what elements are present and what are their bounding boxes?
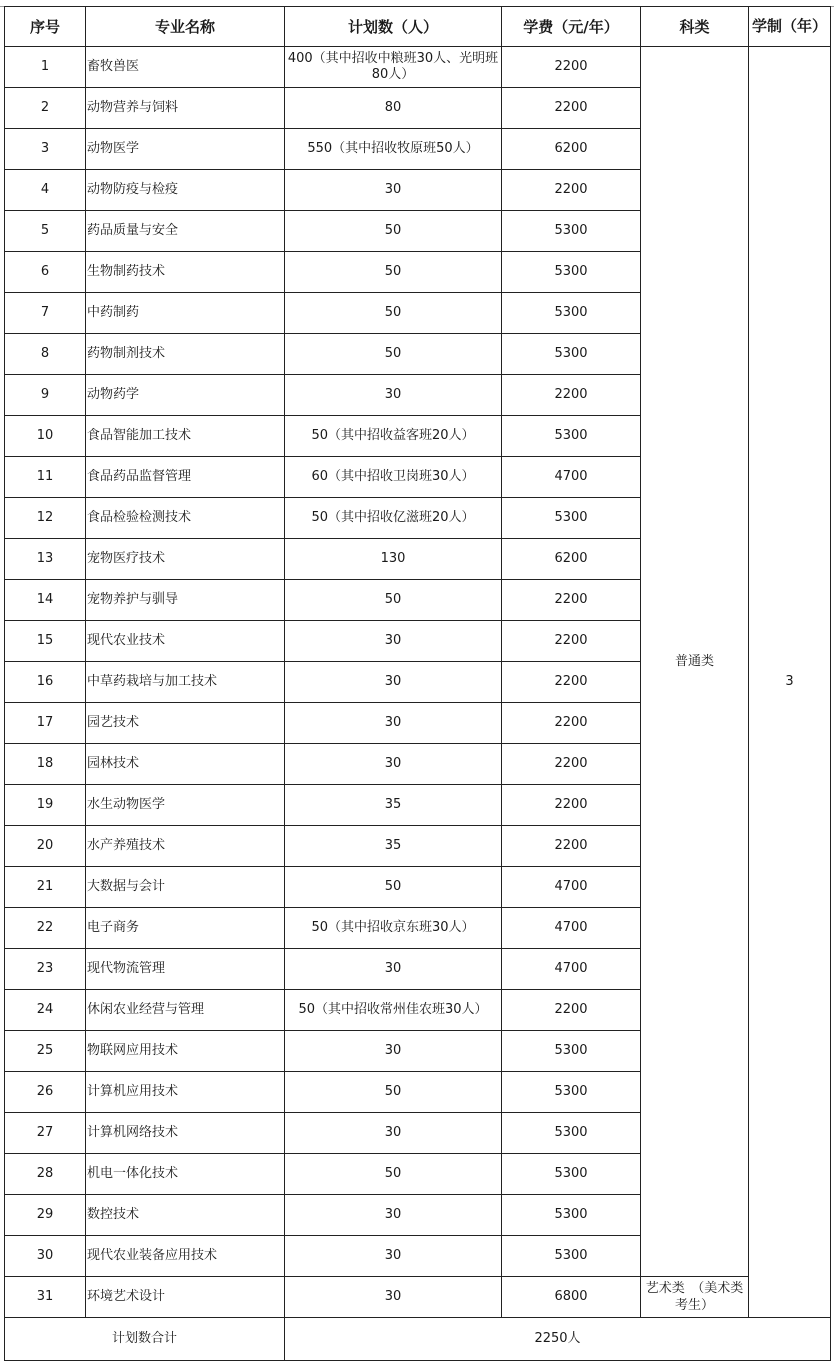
row-plan: 30 <box>285 1031 502 1072</box>
row-plan: 50（其中招收京东班30人） <box>285 908 502 949</box>
row-major: 药物制剂技术 <box>86 334 285 375</box>
row-no: 31 <box>5 1277 86 1318</box>
row-fee: 2200 <box>502 990 641 1031</box>
row-no: 9 <box>5 375 86 416</box>
row-fee: 5300 <box>502 1195 641 1236</box>
row-fee: 2200 <box>502 375 641 416</box>
row-fee: 5300 <box>502 1072 641 1113</box>
header-fee: 学费（元/年） <box>502 7 641 47</box>
row-no: 14 <box>5 580 86 621</box>
row-major: 食品药品监督管理 <box>86 457 285 498</box>
row-no: 26 <box>5 1072 86 1113</box>
row-plan: 30 <box>285 1113 502 1154</box>
row-plan: 50 <box>285 580 502 621</box>
row-plan: 80 <box>285 88 502 129</box>
row-plan: 50 <box>285 867 502 908</box>
row-no: 2 <box>5 88 86 129</box>
row-plan: 30 <box>285 1195 502 1236</box>
row-no: 28 <box>5 1154 86 1195</box>
row-major: 园艺技术 <box>86 703 285 744</box>
row-fee: 5300 <box>502 211 641 252</box>
row-fee: 2200 <box>502 826 641 867</box>
row-no: 8 <box>5 334 86 375</box>
table-row <box>5 47 831 88</box>
row-plan: 50 <box>285 252 502 293</box>
row-plan: 30 <box>285 662 502 703</box>
total-value: 2250人 <box>285 1318 831 1361</box>
row-fee: 2200 <box>502 580 641 621</box>
row-no: 12 <box>5 498 86 539</box>
row-major: 水产养殖技术 <box>86 826 285 867</box>
row-plan: 30 <box>285 621 502 662</box>
row-fee: 5300 <box>502 1031 641 1072</box>
row-major: 食品检验检测技术 <box>86 498 285 539</box>
row-plan: 30 <box>285 703 502 744</box>
row-no: 4 <box>5 170 86 211</box>
row-major: 中药制药 <box>86 293 285 334</box>
row-major: 现代农业技术 <box>86 621 285 662</box>
row-no: 27 <box>5 1113 86 1154</box>
row-no: 10 <box>5 416 86 457</box>
row-plan: 50（其中招收益客班20人） <box>285 416 502 457</box>
row-no: 18 <box>5 744 86 785</box>
row-no: 17 <box>5 703 86 744</box>
row-plan: 50 <box>285 1072 502 1113</box>
row-fee: 5300 <box>502 498 641 539</box>
row-major: 药品质量与安全 <box>86 211 285 252</box>
row-no: 29 <box>5 1195 86 1236</box>
row-major: 宠物医疗技术 <box>86 539 285 580</box>
row-fee: 5300 <box>502 252 641 293</box>
row-no: 25 <box>5 1031 86 1072</box>
row-no: 22 <box>5 908 86 949</box>
row-fee: 4700 <box>502 949 641 990</box>
row-major: 休闲农业经营与管理 <box>86 990 285 1031</box>
header-plan: 计划数（人） <box>285 7 502 47</box>
row-no: 24 <box>5 990 86 1031</box>
header-duration: 学制（年） <box>749 7 831 47</box>
row-no: 11 <box>5 457 86 498</box>
row-major: 机电一体化技术 <box>86 1154 285 1195</box>
header-category: 科类 <box>641 7 749 47</box>
row-plan: 50 <box>285 334 502 375</box>
row-no: 1 <box>5 47 86 88</box>
row-major: 动物医学 <box>86 129 285 170</box>
row-fee: 2200 <box>502 621 641 662</box>
row-major: 畜牧兽医 <box>86 47 285 88</box>
row-fee: 5300 <box>502 1154 641 1195</box>
row-plan: 60（其中招收卫岗班30人） <box>285 457 502 498</box>
row-major: 动物防疫与检疫 <box>86 170 285 211</box>
row-no: 19 <box>5 785 86 826</box>
row-fee: 2200 <box>502 785 641 826</box>
row-no: 7 <box>5 293 86 334</box>
row-fee: 5300 <box>502 334 641 375</box>
row-fee: 4700 <box>502 908 641 949</box>
row-plan: 30 <box>285 744 502 785</box>
row-fee: 6200 <box>502 129 641 170</box>
row-plan: 50（其中招收常州佳农班30人） <box>285 990 502 1031</box>
row-major: 现代农业装备应用技术 <box>86 1236 285 1277</box>
row-fee: 2200 <box>502 47 641 88</box>
row-plan: 400（其中招收中粮班30人、光明班80人） <box>285 47 502 88</box>
row-plan: 30 <box>285 949 502 990</box>
row-major: 中草药栽培与加工技术 <box>86 662 285 703</box>
row-no: 21 <box>5 867 86 908</box>
row-plan: 30 <box>285 375 502 416</box>
row-major: 大数据与会计 <box>86 867 285 908</box>
row-fee: 4700 <box>502 867 641 908</box>
row-fee: 6800 <box>502 1277 641 1318</box>
row-no: 15 <box>5 621 86 662</box>
header-major: 专业名称 <box>86 7 285 47</box>
row-plan: 550（其中招收牧原班50人） <box>285 129 502 170</box>
category-art: 艺术类 （美术类考生） <box>641 1277 749 1318</box>
row-major: 宠物养护与驯导 <box>86 580 285 621</box>
row-major: 水生动物医学 <box>86 785 285 826</box>
row-plan: 30 <box>285 1236 502 1277</box>
row-major: 园林技术 <box>86 744 285 785</box>
row-major: 食品智能加工技术 <box>86 416 285 457</box>
row-plan: 50 <box>285 1154 502 1195</box>
row-plan: 35 <box>285 826 502 867</box>
row-no: 20 <box>5 826 86 867</box>
row-plan: 35 <box>285 785 502 826</box>
category-general: 普通类 <box>641 47 749 1277</box>
row-major: 现代物流管理 <box>86 949 285 990</box>
row-no: 23 <box>5 949 86 990</box>
row-fee: 2200 <box>502 88 641 129</box>
row-major: 计算机网络技术 <box>86 1113 285 1154</box>
row-fee: 5300 <box>502 416 641 457</box>
row-plan: 30 <box>285 1277 502 1318</box>
enrollment-plan-table <box>4 6 831 1361</box>
row-fee: 6200 <box>502 539 641 580</box>
row-fee: 5300 <box>502 1236 641 1277</box>
row-fee: 2200 <box>502 170 641 211</box>
row-plan: 50 <box>285 211 502 252</box>
row-fee: 5300 <box>502 293 641 334</box>
row-major: 动物营养与饲料 <box>86 88 285 129</box>
row-major: 数控技术 <box>86 1195 285 1236</box>
row-plan: 50 <box>285 293 502 334</box>
row-major: 电子商务 <box>86 908 285 949</box>
total-row <box>5 1318 831 1361</box>
row-major: 环境艺术设计 <box>86 1277 285 1318</box>
total-label: 计划数合计 <box>5 1318 285 1361</box>
row-fee: 2200 <box>502 662 641 703</box>
row-fee: 4700 <box>502 457 641 498</box>
row-fee: 5300 <box>502 1113 641 1154</box>
row-fee: 2200 <box>502 744 641 785</box>
row-fee: 2200 <box>502 703 641 744</box>
row-plan: 50（其中招收亿滋班20人） <box>285 498 502 539</box>
row-major: 动物药学 <box>86 375 285 416</box>
row-no: 30 <box>5 1236 86 1277</box>
table-row <box>5 1277 831 1318</box>
row-major: 物联网应用技术 <box>86 1031 285 1072</box>
duration-value: 3 <box>749 47 831 1318</box>
row-no: 16 <box>5 662 86 703</box>
row-plan: 130 <box>285 539 502 580</box>
table-header-row <box>5 7 831 47</box>
row-major: 生物制药技术 <box>86 252 285 293</box>
header-no: 序号 <box>5 7 86 47</box>
row-no: 5 <box>5 211 86 252</box>
row-no: 6 <box>5 252 86 293</box>
row-no: 3 <box>5 129 86 170</box>
row-no: 13 <box>5 539 86 580</box>
table-body <box>5 47 831 1318</box>
row-plan: 30 <box>285 170 502 211</box>
row-major: 计算机应用技术 <box>86 1072 285 1113</box>
